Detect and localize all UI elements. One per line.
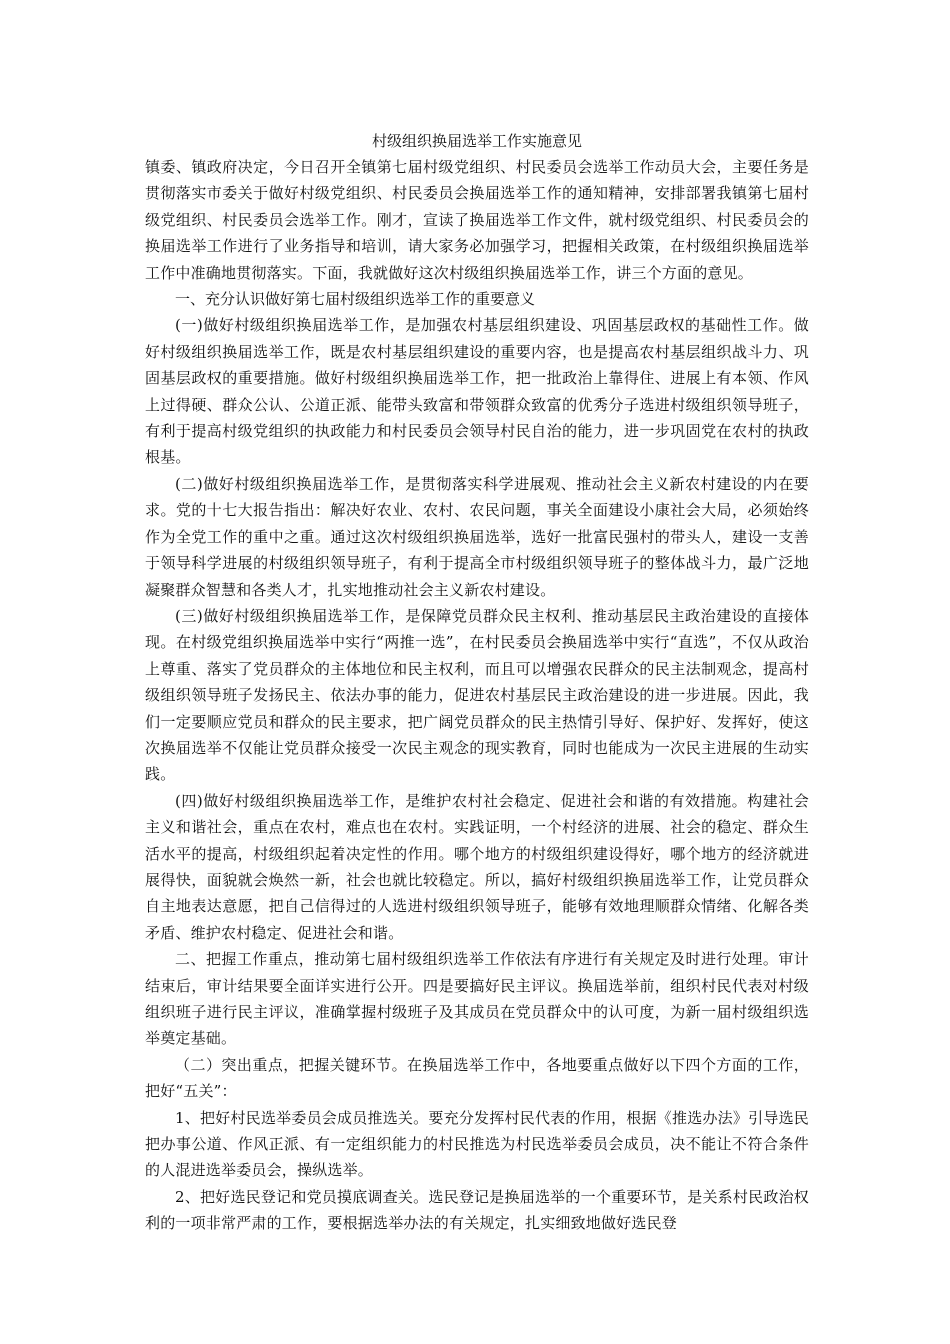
section-heading-1: 一、充分认识做好第七届村级组织选举工作的重要意义	[175, 290, 536, 309]
paragraph-5: 二、把握工作重点，推动第七届村级组织选举工作依法有序进行有关规定及时进行处理。审计结束后，审计结果要全面详实进行公开。四是要搞好民主评议。换届选举前，组织村民代表对村级组织班子进行民主评议，准确掌握村级班子及其成员在党员群众中的认可度，为新一届村级组织选举奠定基础。	[145, 950, 809, 1048]
paragraph-6: （二）突出重点，把握关键环节。在换届选举工作中，各地要重点做好以下四个方面的工作，把好“五关”：	[145, 1055, 809, 1101]
paragraph-4: (四)做好村级组织换届选举工作，是维护农村社会稳定、促进社会和谐的有效措施。构建社会主义和谐社会，重点在农村，难点也在农村。实践证明，一个村经济的进展、社会的稳定、群众生活水平的提高，村级组织起着决定性的作用。哪个地方的村级组织建设得好，哪个地方的经济就进展得快，面貌就会焕然一新，社会也就比较稳定。所以，搞好村级组织换届选举工作，让党员群众自主地表达意愿，把自己信得过的人选进村级组织领导班子，能够有效地理顺群众情绪、化解各类矛盾、维护农村稳定、促进社会和谐。	[145, 791, 809, 942]
paragraph-8: 2、把好选民登记和党员摸底调查关。选民登记是换届选举的一个重要环节，是关系村民政治权利的一项非常严肃的工作，要根据选举办法的有关规定，扎实细致地做好选民登	[145, 1187, 809, 1233]
intro-paragraph: 镇委、镇政府决定，今日召开全镇第七届村级党组织、村民委员会选举工作动员大会，主要任务是贯彻落实市委关于做好村级党组织、村民委员会换届选举工作的通知精神，安排部署我镇第七届村级党组织、村民委员会选举工作。刚才，宣读了换届选举工作文件，就村级党组织、村民委员会的换届选举工作进行了业务指导和培训，请大家务必加强学习，把握相关政策，在村级组织换届选举工作中准确地贯彻落实。下面，我就做好这次村级组织换届选举工作，讲三个方面的意见。	[145, 158, 809, 282]
document-title: 村级组织换届选举工作实施意见	[371, 132, 582, 150]
paragraph-2: (二)做好村级组织换届选举工作，是贯彻落实科学进展观、推动社会主义新农村建设的内在要求。党的十七大报告指出：解决好农业、农村、农民问题，事关全面建设小康社会大局，必须始终作为全党工作的重中之重。通过这次村级组织换届选举，选好一批富民强村的带头人，建设一支善于领导科学进展的村级组织领导班子，有利于提高全市村级组织领导班子的整体战斗力，最广泛地凝聚群众智慧和各类人才，扎实地推动社会主义新农村建设。	[145, 474, 809, 599]
paragraph-1: (一)做好村级组织换届选举工作，是加强农村基层组织建设、巩固基层政权的基础性工作。做好村级组织换届选举工作，既是农村基层组织建设的重要内容，也是提高农村基层组织战斗力、巩固基层政权的重要措施。做好村级组织换届选举工作，把一批政治上靠得住、进展上有本领、作风上过得硬、群众公认、公道正派、能带头致富和带领群众致富的优秀分子选进村级组织领导班子，有利于提高村级党组织的执政能力和村民委员会领导村民自治的能力，进一步巩固党在农村的执政根基。	[145, 316, 809, 467]
document-page	[145, 128, 809, 1237]
paragraph-3: (三)做好村级组织换届选举工作，是保障党员群众民主权利、推动基层民主政治建设的直接体现。在村级党组织换届选举中实行“两推一选”，在村民委员会换届选举中实行“直选”，不仅从政治上尊重、落实了党员群众的主体地位和民主权利，而且可以增强农民群众的民主法制观念，提高村级组织领导班子发扬民主、依法办事的能力，促进农村基层民主政治建设的进一步进展。因此，我们一定要顺应党员和群众的民主要求，把广阔党员群众的民主热情引导好、保护好、发挥好，使这次换届选举不仅能让党员群众接受一次民主观念的现实教育，同时也能成为一次民主进展的生动实践。	[145, 606, 809, 784]
paragraph-7: 1、把好村民选举委员会成员推选关。要充分发挥村民代表的作用，根据《推选办法》引导选民把办事公道、作风正派、有一定组织能力的村民推选为村民选举委员会成员，决不能让不符合条件的人混进选举委员会，操纵选举。	[145, 1108, 809, 1180]
